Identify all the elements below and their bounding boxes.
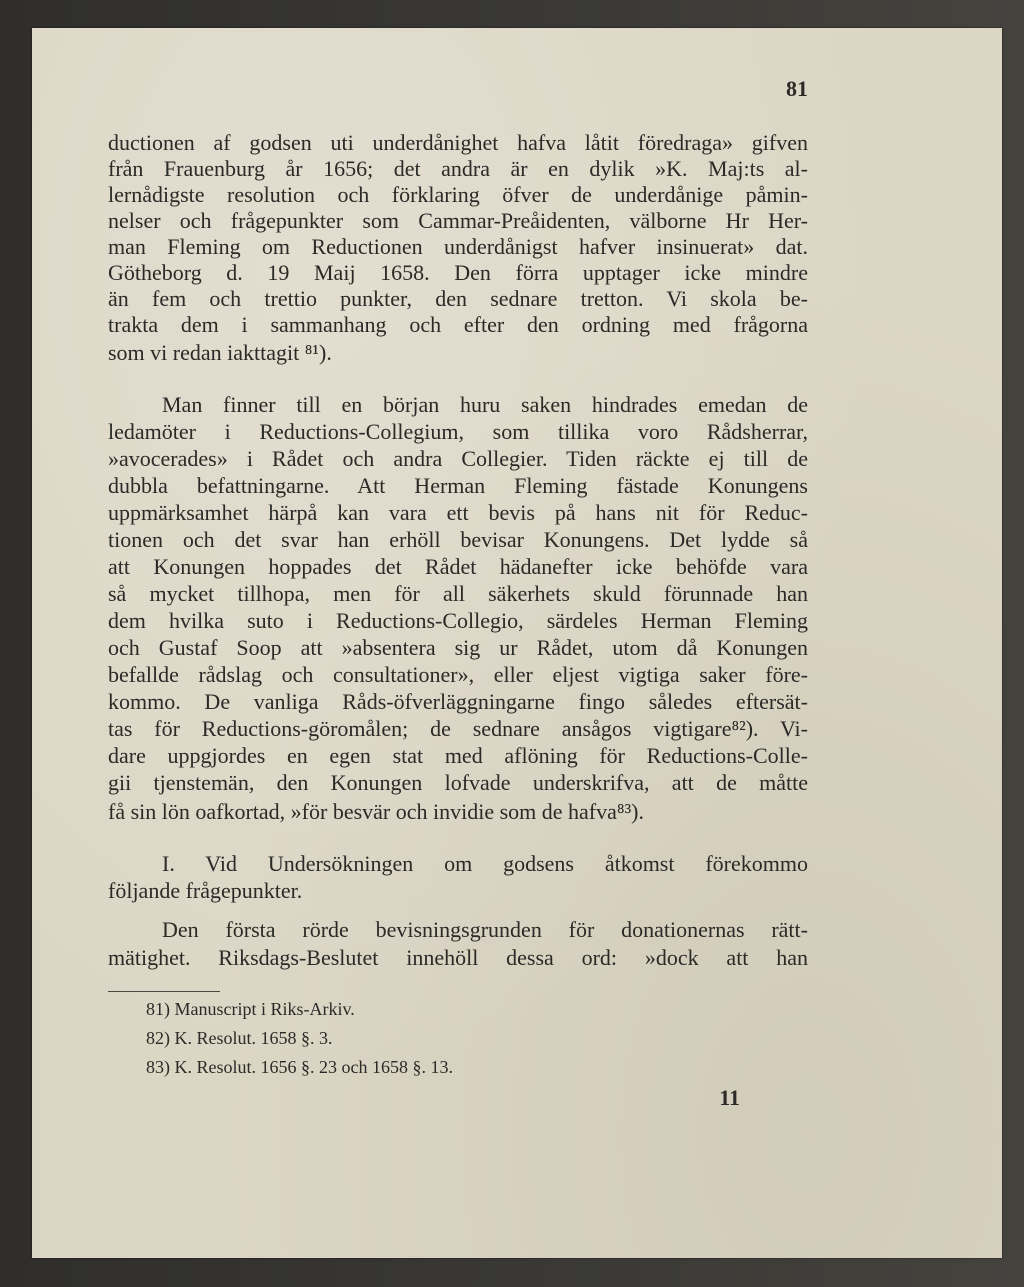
text-line: från Frauenburg år 1656; det andra är en dylik »K. Maj:ts al- — [108, 156, 808, 181]
text-line: ductionen af godsen uti underdånighet hafva låtit föredraga» gifven — [108, 130, 808, 155]
text-line: lernådigste resolution och förklaring öfver de underdånige påmin- — [108, 182, 808, 207]
footnote: 81) Manuscript i Riks-Arkiv. — [146, 999, 355, 1019]
text-line: dubbla befattningarne. Att Herman Fleming fästade Konungens — [108, 473, 808, 498]
signature-mark: 11 — [719, 1085, 740, 1110]
text-line: trakta dem i sammanhang och efter den ordning med frågorna — [108, 312, 808, 337]
text-line: gii tjenstemän, den Konungen lofvade underskrifva, att de måtte — [108, 770, 808, 795]
text-line: tionen och det svar han erhöll bevisar Konungens. Det lydde så — [108, 527, 808, 552]
text-line: nelser och frågepunkter som Cammar-Preåidenten, välborne Hr Her- — [108, 208, 808, 233]
text-line: ledamöter i Reductions-Collegium, som tillika voro Rådsherrar, — [108, 419, 808, 444]
text-line: dare uppgjordes en egen stat med aflöning för Reductions-Colle- — [108, 743, 808, 768]
text-line: som vi redan iakttagit ⁸¹). — [108, 340, 332, 365]
text-line: mätighet. Riksdags-Beslutet innehöll dessa ord: »dock att han — [108, 945, 808, 970]
paragraph-start-line: Den första rörde bevisningsgrunden för donationernas rätt- — [162, 917, 808, 942]
page-number: 81 — [786, 76, 808, 101]
section-heading-line: I. Vid Undersökningen om godsens åtkomst förekommo — [162, 851, 808, 876]
footnote: 82) K. Resolut. 1658 §. 3. — [146, 1028, 333, 1048]
text-line: dem hvilka suto i Reductions-Collegio, särdeles Herman Fleming — [108, 608, 808, 633]
text-line: uppmärksamhet härpå kan vara ett bevis på hans nit för Reduc- — [108, 500, 808, 525]
text-line: man Fleming om Reductionen underdånigst hafver insinuerat» dat. — [108, 234, 808, 259]
text-line: få sin lön oafkortad, »för besvär och invidie som de hafva⁸³). — [108, 799, 644, 824]
text-line: och Gustaf Soop att »absentera sig ur Rådet, utom då Konungen — [108, 635, 808, 660]
paragraph-start-line: Man finner till en början huru saken hindrades emedan de — [162, 392, 808, 417]
text-line: följande frågepunkter. — [108, 878, 303, 903]
text-line: »avocerades» i Rådet och andra Collegier. Tiden räckte ej till de — [108, 446, 808, 471]
text-line: att Konungen hoppades det Rådet hädanefter icke behöfde vara — [108, 554, 808, 579]
text-line: befallde rådslag och consultationer», eller eljest vigtiga saker före- — [108, 662, 808, 687]
text-line: tas för Reductions-göromålen; de sednare ansågos vigtigare⁸²). Vi- — [108, 716, 808, 741]
text-line: kommo. De vanliga Råds-öfverläggningarne fingo således eftersät- — [108, 689, 808, 714]
footnote-rule — [108, 991, 220, 992]
text-line: än fem och trettio punkter, den sednare tretton. Vi skola be- — [108, 286, 808, 311]
footnote: 83) K. Resolut. 1656 §. 23 och 1658 §. 13. — [146, 1057, 453, 1077]
text-line: så mycket tillhopa, men för all säkerhets skuld förunnade han — [108, 581, 808, 606]
text-line: Götheborg d. 19 Maij 1658. Den förra upptager icke mindre — [108, 260, 808, 285]
